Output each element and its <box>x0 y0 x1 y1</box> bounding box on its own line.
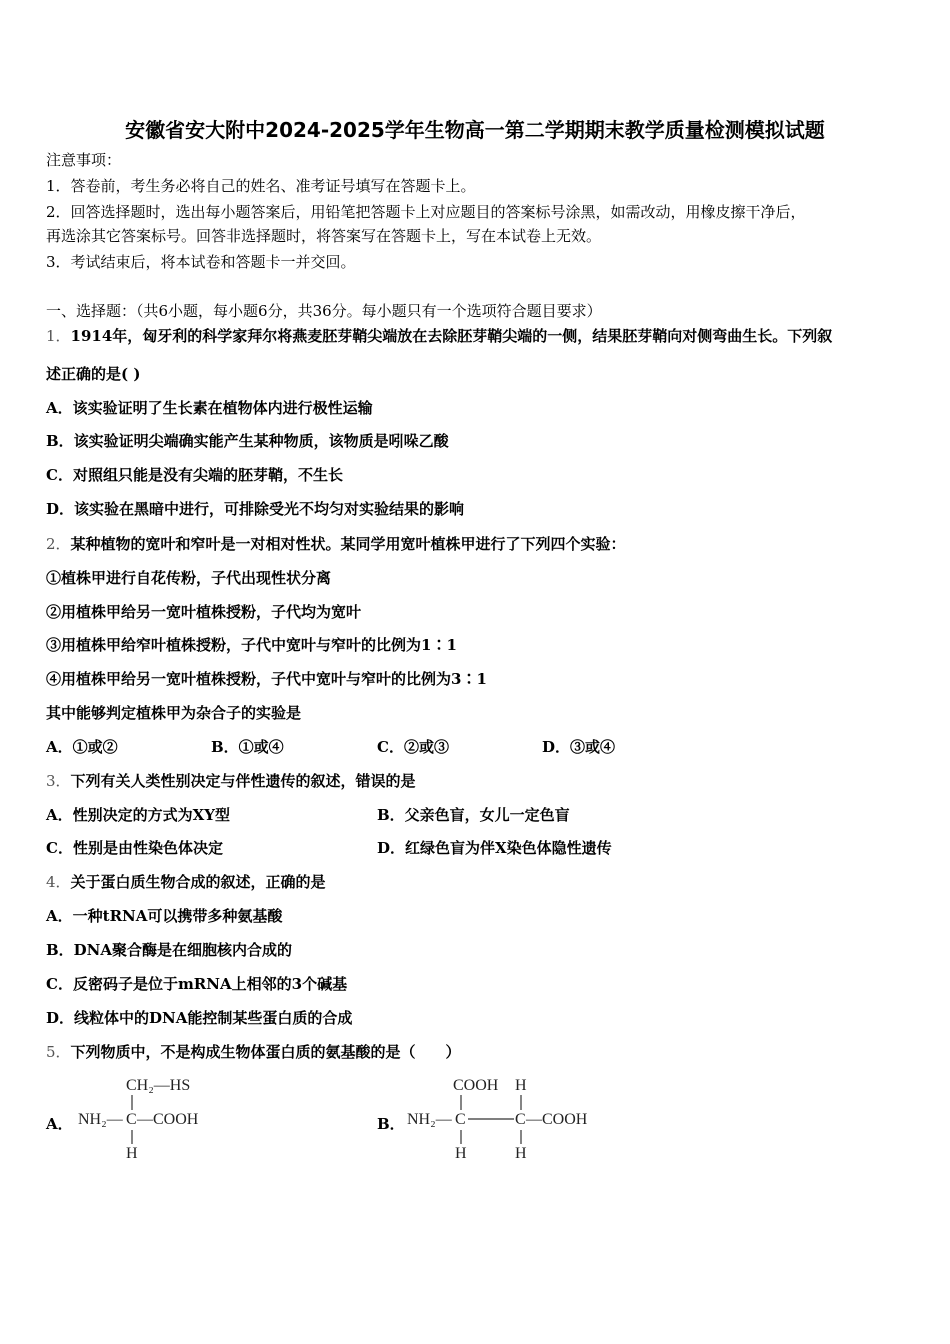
q1-number: 1． <box>46 327 71 345</box>
struct-a-left: NH₂— <box>78 1111 123 1128</box>
q2-option-c[interactable]: C．②或③ <box>377 738 449 756</box>
q5-stem <box>46 1042 461 1062</box>
struct-a-right: —COOH <box>137 1111 199 1128</box>
q1-stem-line1: 1914年，匈牙利的科学家拜尔将燕麦胚芽鞘尖端放在去除胚芽鞘尖端的一侧，结果胚芽鞘向对侧弯曲生长。下列叙 <box>70 327 833 345</box>
struct-b-c2-bottom: H <box>515 1145 527 1162</box>
struct-a-bottom: H <box>126 1145 138 1162</box>
q2-experiment-2: ②用植株甲给另一宽叶植株授粉，子代均为宽叶 <box>46 603 362 621</box>
q2-experiment-3: ③用植株甲给窄叶植株授粉，子代中宽叶与窄叶的比例为1∶1 <box>46 636 457 654</box>
struct-b-right: —COOH <box>526 1111 588 1128</box>
struct-b-c2-top: H <box>515 1077 527 1094</box>
notice-item: 3．考试结束后，将本试卷和答题卡一并交回。 <box>46 253 356 271</box>
q5-stem-text: 下列物质中，不是构成生物体蛋白质的氨基酸的是（ ） <box>70 1043 461 1061</box>
q2-experiment-4: ④用植株甲给另一宽叶植株授粉，子代中宽叶与窄叶的比例为3∶1 <box>46 670 487 688</box>
q2-question: 其中能够判定植株甲为杂合子的实验是 <box>46 704 302 722</box>
q2-number: 2． <box>46 535 71 553</box>
q3-stem <box>46 771 416 791</box>
q4-stem-text: 关于蛋白质生物合成的叙述，正确的是 <box>70 873 326 891</box>
q2-stem <box>46 534 626 554</box>
q3-option-a[interactable]: A．性别决定的方式为XY型 <box>46 806 230 824</box>
q2-option-d[interactable]: D．③或④ <box>542 738 616 756</box>
struct-b-c1-bottom: H <box>455 1145 467 1162</box>
q1-option-a[interactable]: A．该实验证明了生长素在植物体内进行极性运输 <box>46 399 373 417</box>
q4-number: 4． <box>46 873 71 891</box>
struct-a-center: C <box>126 1111 137 1128</box>
q3-stem-text: 下列有关人类性别决定与伴性遗传的叙述，错误的是 <box>70 772 416 790</box>
q1-option-c[interactable]: C．对照组只能是没有尖端的胚芽鞘，不生长 <box>46 466 343 484</box>
notice-item: 2．回答选择题时，选出每小题答案后，用铅笔把答题卡上对应题目的答案标号涂黑，如需改动，用橡皮擦干净后， <box>46 203 806 221</box>
q4-option-a[interactable]: A．一种tRNA可以携带多种氨基酸 <box>46 907 283 925</box>
notice-heading: 注意事项： <box>46 151 122 169</box>
notice-item: 再选涂其它答案标号。回答非选择题时，将答案写在答题卡上，写在本试卷上无效。 <box>46 227 602 245</box>
q1-option-b[interactable]: B．该实验证明尖端确实能产生某种物质，该物质是吲哚乙酸 <box>46 432 449 450</box>
notice-item: 1．答卷前，考生务必将自己的姓名、准考证号填写在答题卡上。 <box>46 177 476 195</box>
struct-b-c1: C <box>455 1111 466 1128</box>
q4-option-c[interactable]: C．反密码子是位于mRNA上相邻的3个碱基 <box>46 975 348 993</box>
q5-option-a[interactable]: A． <box>46 1115 73 1133</box>
q1-stem-line2: 述正确的是( ) <box>46 365 141 383</box>
q2-stem-text: 某种植物的宽叶和窄叶是一对相对性状。某同学用宽叶植株甲进行了下列四个实验： <box>70 535 626 553</box>
q2-option-a[interactable]: A．①或② <box>46 738 118 756</box>
q3-option-c[interactable]: C．性别是由性染色体决定 <box>46 839 223 857</box>
structure-a-cysteine <box>76 1070 216 1165</box>
structure-b <box>405 1070 605 1165</box>
struct-a-top: CH₂—HS <box>126 1077 191 1094</box>
struct-b-c2: C <box>515 1111 526 1128</box>
q2-experiment-1: ①植株甲进行自花传粉，子代出现性状分离 <box>46 569 332 587</box>
q1-option-d[interactable]: D．该实验在黑暗中进行，可排除受光不均匀对实验结果的影响 <box>46 500 465 518</box>
q3-number: 3． <box>46 772 71 790</box>
q1-stem <box>46 326 832 346</box>
page-title: 安徽省安大附中2024-2025学年生物高一第二学期期末教学质量检测模拟试题 <box>125 118 825 142</box>
q5-option-b[interactable]: B． <box>377 1115 405 1133</box>
struct-b-left: NH₂— <box>407 1111 452 1128</box>
struct-b-c1-top: COOH <box>453 1077 499 1094</box>
q4-option-d[interactable]: D．线粒体中的DNA能控制某些蛋白质的合成 <box>46 1009 353 1027</box>
q3-option-b[interactable]: B．父亲色盲，女儿一定色盲 <box>377 806 570 824</box>
q4-option-b[interactable]: B．DNA聚合酶是在细胞核内合成的 <box>46 941 293 959</box>
section-heading: 一、选择题：（共6小题，每小题6分，共36分。每小题只有一个选项符合题目要求） <box>46 302 602 320</box>
q5-number: 5． <box>46 1043 71 1061</box>
q2-option-b[interactable]: B．①或④ <box>211 738 284 756</box>
q3-option-d[interactable]: D．红绿色盲为伴X染色体隐性遗传 <box>377 839 612 857</box>
q4-stem <box>46 872 326 892</box>
